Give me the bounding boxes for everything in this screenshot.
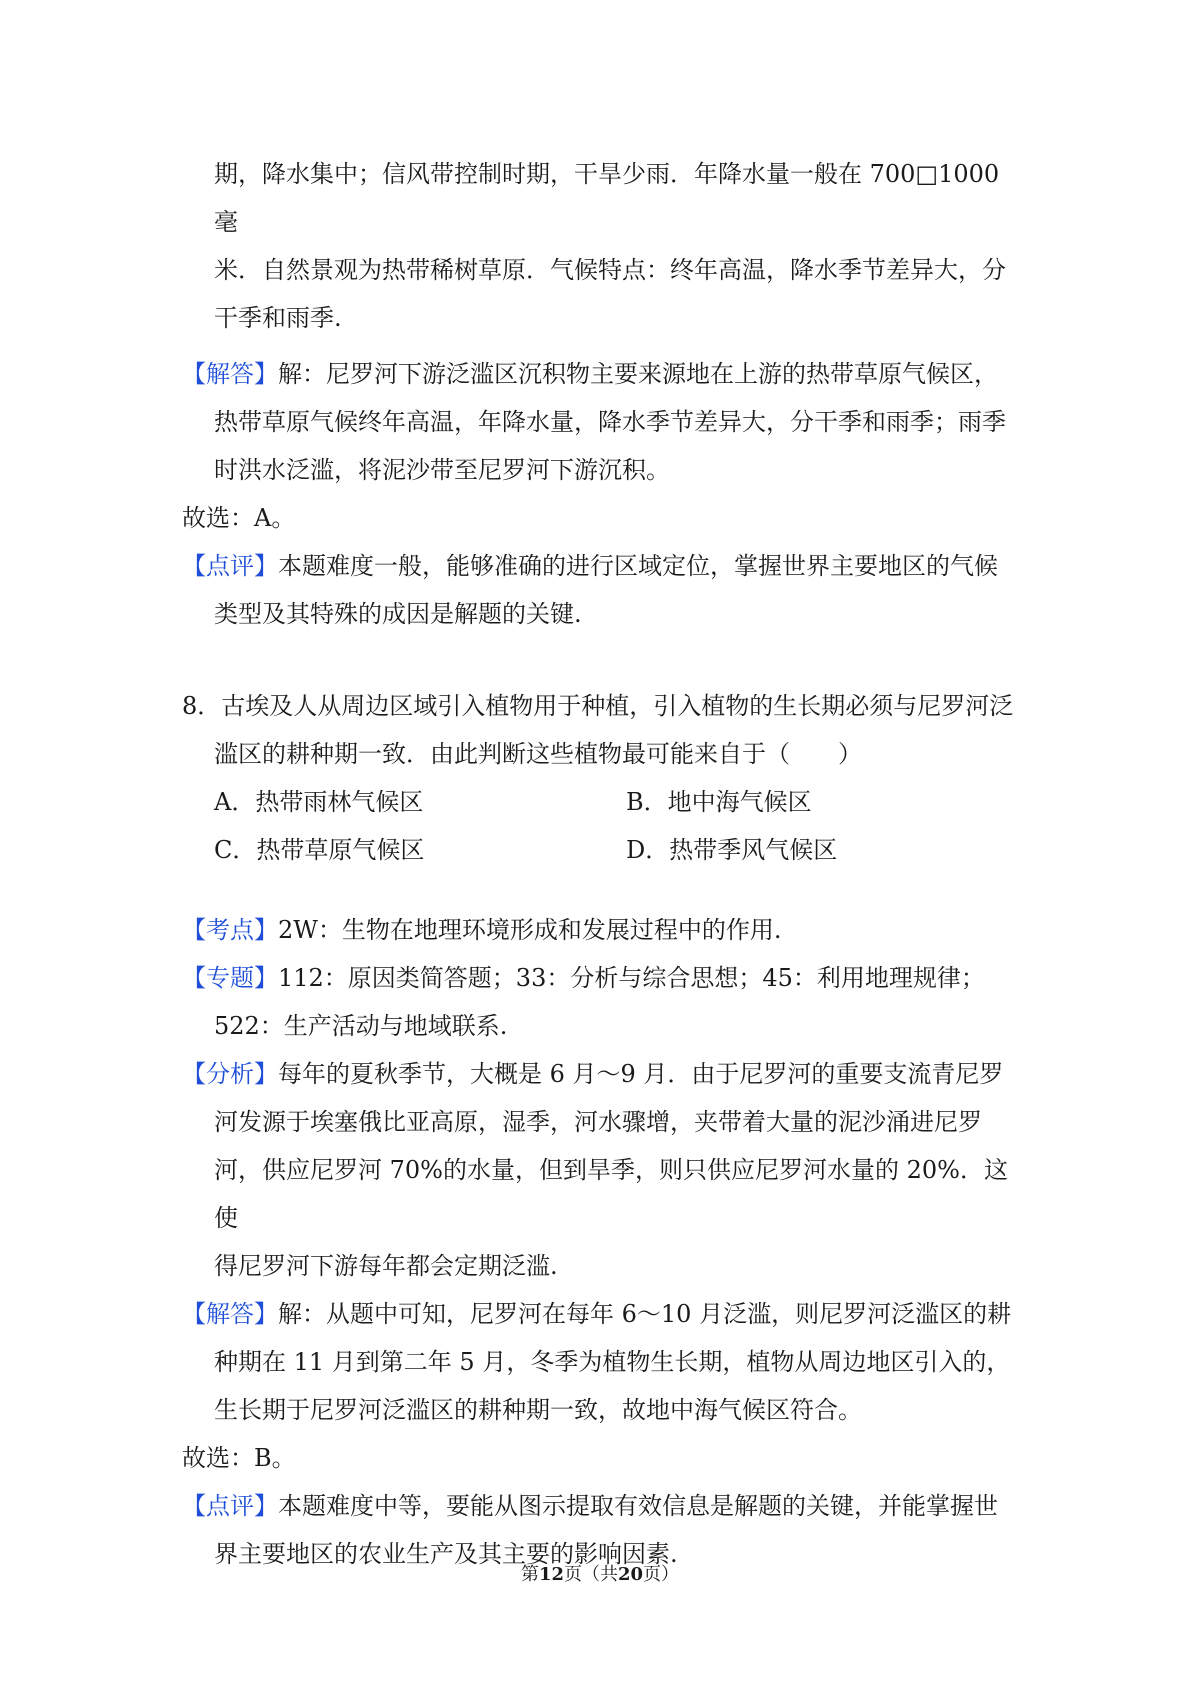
review-text: 本题难度一般，能够准确的进行区域定位，掌握世界主要地区的气候 bbox=[278, 552, 998, 580]
kaodian-text: 2W：生物在地理环境形成和发展过程中的作用. bbox=[278, 916, 782, 944]
review-paragraph bbox=[182, 1482, 1030, 1530]
fenxi-line: 河，供应尼罗河 70%的水量，但到旱季，则只供应尼罗河水量的 20%．这使 bbox=[214, 1156, 1008, 1232]
analysis-continuation-line: 米．自然景观为热带稀树草原．气候特点：终年高温，降水季节差异大，分 bbox=[214, 256, 1006, 284]
choice-line: 故选：A。 bbox=[182, 504, 296, 532]
question-8-stem-line2: 滥区的耕种期一致．由此判断这些植物最可能来自于（ ） bbox=[214, 740, 862, 768]
fenxi-line: 河发源于埃塞俄比亚高原，湿季，河水骤增，夹带着大量的泥沙涌进尼罗 bbox=[214, 1108, 982, 1136]
option-a: A．热带雨林气候区 bbox=[214, 788, 424, 816]
option-b: B．地中海气候区 bbox=[626, 788, 812, 816]
analysis-continuation-line: 期，降水集中；信风带控制时期，干旱少雨．年降水量一般在 700□1000 毫 bbox=[214, 160, 1000, 236]
answer-paragraph bbox=[182, 350, 1030, 398]
footer-prefix: 第 bbox=[520, 1564, 539, 1585]
review-paragraph bbox=[182, 542, 1030, 590]
analysis-continuation-line: 干季和雨季. bbox=[214, 304, 342, 332]
zhuanti-line: 522：生产活动与地域联系. bbox=[214, 1012, 508, 1040]
fenxi-paragraph bbox=[182, 1050, 1030, 1098]
review-line: 类型及其特殊的成因是解题的关键. bbox=[214, 600, 582, 628]
fenxi-text: 每年的夏秋季节，大概是 6 月～9 月．由于尼罗河的重要支流青尼罗 bbox=[278, 1060, 1004, 1088]
answer-line: 生长期于尼罗河泛滥区的耕种期一致，故地中海气候区符合。 bbox=[214, 1396, 862, 1424]
footer-mid: 页（共 bbox=[564, 1564, 618, 1585]
answer-line: 种期在 11 月到第二年 5 月，冬季为植物生长期，植物从周边地区引入的， bbox=[214, 1348, 1011, 1376]
zhuanti-text: 112：原因类简答题；33：分析与综合思想；45：利用地理规律； bbox=[278, 964, 985, 992]
page-footer bbox=[0, 1560, 1200, 1586]
answer-line: 时洪水泛滥，将泥沙带至尼罗河下游沉积。 bbox=[214, 456, 670, 484]
review-text: 本题难度中等，要能从图示提取有效信息是解题的关键，并能掌握世 bbox=[278, 1492, 998, 1520]
answer-text: 解：从题中可知，尼罗河在每年 6～10 月泛滥，则尼罗河泛滥区的耕 bbox=[278, 1300, 1012, 1328]
answer-line: 热带草原气候终年高温，年降水量，降水季节差异大，分干季和雨季；雨季 bbox=[214, 408, 1006, 436]
answer-tag: 【解答】 bbox=[182, 360, 278, 388]
option-c: C．热带草原气候区 bbox=[214, 836, 425, 864]
kaodian-tag: 【考点】 bbox=[182, 916, 278, 944]
review-line: 界主要地区的农业生产及其主要的影响因素. bbox=[214, 1540, 678, 1568]
option-d: D．热带季风气候区 bbox=[626, 836, 838, 864]
review-tag: 【点评】 bbox=[182, 1492, 278, 1520]
question-8-options bbox=[182, 778, 1030, 874]
question-8-stem: 8．古埃及人从周边区域引入植物用于种植，引入植物的生长期必须与尼罗河泛 bbox=[182, 692, 1014, 720]
document-body bbox=[182, 150, 1030, 1578]
answer-text: 解：尼罗河下游泛滥区沉积物主要来源地在上游的热带草原气候区， bbox=[278, 360, 998, 388]
footer-page-total: 20 bbox=[618, 1564, 644, 1585]
zhuanti-tag: 【专题】 bbox=[182, 964, 278, 992]
review-tag: 【点评】 bbox=[182, 552, 278, 580]
fenxi-line: 得尼罗河下游每年都会定期泛滥. bbox=[214, 1252, 558, 1280]
answer-tag: 【解答】 bbox=[182, 1300, 278, 1328]
fenxi-tag: 【分析】 bbox=[182, 1060, 278, 1088]
footer-suffix: 页） bbox=[643, 1564, 680, 1585]
footer-page-number: 12 bbox=[538, 1564, 564, 1585]
zhuanti-paragraph bbox=[182, 954, 1030, 1002]
answer-paragraph bbox=[182, 1290, 1030, 1338]
kaodian-paragraph bbox=[182, 906, 1030, 954]
choice-line: 故选：B。 bbox=[182, 1444, 296, 1472]
